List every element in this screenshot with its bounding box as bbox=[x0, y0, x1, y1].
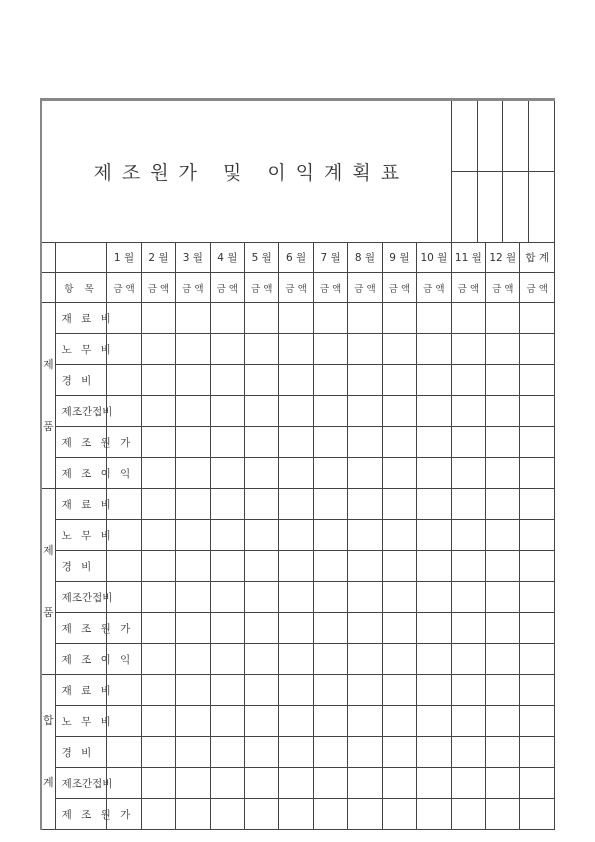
table-row bbox=[41, 799, 555, 830]
item-label: 재 료 비 bbox=[55, 303, 107, 334]
amount-cell[interactable] bbox=[244, 396, 278, 427]
amount-cell[interactable] bbox=[313, 489, 347, 520]
amount-cell[interactable] bbox=[520, 706, 555, 737]
month-header: 7 월 bbox=[313, 243, 347, 273]
amount-cell[interactable] bbox=[348, 458, 382, 489]
group-label bbox=[41, 675, 55, 830]
amount-cell[interactable] bbox=[244, 458, 278, 489]
approval-cell bbox=[452, 101, 478, 172]
amount-cell[interactable] bbox=[176, 644, 210, 675]
amount-cell[interactable] bbox=[520, 613, 555, 644]
table-row bbox=[41, 334, 555, 365]
amount-cell[interactable] bbox=[486, 644, 520, 675]
amount-cell[interactable] bbox=[141, 458, 175, 489]
amount-cell[interactable] bbox=[279, 582, 313, 613]
table-row bbox=[41, 489, 555, 520]
amount-cell[interactable] bbox=[451, 458, 485, 489]
amount-cell[interactable] bbox=[279, 737, 313, 768]
amount-cell[interactable] bbox=[348, 520, 382, 551]
amount-cell[interactable] bbox=[141, 675, 175, 706]
amount-cell[interactable] bbox=[244, 768, 278, 799]
amount-cell[interactable] bbox=[313, 334, 347, 365]
amount-cell[interactable] bbox=[244, 613, 278, 644]
amount-cell[interactable] bbox=[451, 334, 485, 365]
amount-header: 금 액 bbox=[417, 273, 452, 303]
amount-cell[interactable] bbox=[348, 737, 382, 768]
amount-cell[interactable] bbox=[313, 458, 347, 489]
amount-cell[interactable] bbox=[520, 768, 555, 799]
item-label: 제 조 원 가 bbox=[55, 613, 107, 644]
amount-cell[interactable] bbox=[382, 427, 416, 458]
amount-cell[interactable] bbox=[486, 489, 520, 520]
title-row bbox=[41, 100, 555, 243]
amount-cell[interactable] bbox=[176, 582, 210, 613]
amount-cell[interactable] bbox=[279, 644, 313, 675]
amount-cell[interactable] bbox=[141, 303, 175, 334]
group-label-char: 품 bbox=[43, 419, 54, 433]
amount-cell[interactable] bbox=[313, 675, 347, 706]
amount-header: 금 액 bbox=[348, 273, 382, 303]
amount-cell[interactable] bbox=[313, 799, 347, 830]
amount-cell[interactable] bbox=[141, 396, 175, 427]
amount-cell[interactable] bbox=[486, 458, 520, 489]
amount-cell[interactable] bbox=[176, 334, 210, 365]
amount-cell[interactable] bbox=[417, 427, 452, 458]
amount-cell[interactable] bbox=[210, 582, 244, 613]
amount-cell[interactable] bbox=[486, 551, 520, 582]
amount-header: 금 액 bbox=[176, 273, 210, 303]
amount-cell[interactable] bbox=[279, 427, 313, 458]
amount-cell[interactable] bbox=[486, 334, 520, 365]
amount-cell[interactable] bbox=[210, 799, 244, 830]
amount-cell[interactable] bbox=[279, 675, 313, 706]
amount-cell[interactable] bbox=[107, 365, 141, 396]
amount-cell[interactable] bbox=[176, 706, 210, 737]
table-row bbox=[41, 396, 555, 427]
amount-cell[interactable] bbox=[176, 427, 210, 458]
amount-cell[interactable] bbox=[348, 644, 382, 675]
amount-cell[interactable] bbox=[244, 675, 278, 706]
amount-cell[interactable] bbox=[141, 706, 175, 737]
item-label: 재 료 비 bbox=[55, 675, 107, 706]
amount-cell[interactable] bbox=[451, 396, 485, 427]
approval-cell bbox=[477, 172, 503, 243]
amount-cell[interactable] bbox=[451, 427, 485, 458]
month-header: 4 월 bbox=[210, 243, 244, 273]
sub-header-row bbox=[41, 273, 555, 303]
amount-cell[interactable] bbox=[141, 613, 175, 644]
group-label bbox=[41, 303, 55, 489]
amount-cell[interactable] bbox=[210, 396, 244, 427]
amount-cell[interactable] bbox=[486, 613, 520, 644]
amount-cell[interactable] bbox=[520, 551, 555, 582]
amount-cell[interactable] bbox=[279, 489, 313, 520]
month-header: 10 월 bbox=[417, 243, 452, 273]
item-label: 제조간접비 bbox=[55, 768, 107, 799]
amount-cell[interactable] bbox=[348, 613, 382, 644]
amount-cell[interactable] bbox=[176, 768, 210, 799]
amount-cell[interactable] bbox=[313, 520, 347, 551]
amount-cell[interactable] bbox=[141, 768, 175, 799]
amount-cell[interactable] bbox=[348, 365, 382, 396]
amount-cell[interactable] bbox=[520, 520, 555, 551]
amount-cell[interactable] bbox=[141, 427, 175, 458]
amount-cell[interactable] bbox=[210, 644, 244, 675]
amount-cell[interactable] bbox=[244, 706, 278, 737]
amount-cell[interactable] bbox=[313, 768, 347, 799]
month-header: 3 월 bbox=[176, 243, 210, 273]
amount-cell[interactable] bbox=[313, 706, 347, 737]
amount-cell[interactable] bbox=[141, 334, 175, 365]
amount-cell[interactable] bbox=[417, 644, 452, 675]
amount-cell[interactable] bbox=[382, 768, 416, 799]
table-row bbox=[41, 768, 555, 799]
amount-cell[interactable] bbox=[520, 582, 555, 613]
amount-cell[interactable] bbox=[382, 365, 416, 396]
amount-cell[interactable] bbox=[451, 551, 485, 582]
approval-cell bbox=[528, 172, 554, 243]
amount-cell[interactable] bbox=[348, 427, 382, 458]
amount-cell[interactable] bbox=[176, 365, 210, 396]
amount-cell[interactable] bbox=[141, 551, 175, 582]
amount-cell[interactable] bbox=[141, 489, 175, 520]
amount-cell[interactable] bbox=[417, 334, 452, 365]
amount-cell[interactable] bbox=[520, 799, 555, 830]
amount-cell[interactable] bbox=[451, 303, 485, 334]
month-header: 2 월 bbox=[141, 243, 175, 273]
item-label: 노 무 비 bbox=[55, 706, 107, 737]
amount-cell[interactable] bbox=[210, 427, 244, 458]
table-row bbox=[41, 582, 555, 613]
header-blank bbox=[41, 243, 55, 273]
amount-cell[interactable] bbox=[348, 768, 382, 799]
amount-cell[interactable] bbox=[279, 551, 313, 582]
amount-cell[interactable] bbox=[176, 551, 210, 582]
amount-cell[interactable] bbox=[141, 520, 175, 551]
amount-cell[interactable] bbox=[451, 768, 485, 799]
group-label bbox=[41, 489, 55, 675]
table-row bbox=[41, 551, 555, 582]
amount-cell[interactable] bbox=[486, 520, 520, 551]
amount-cell[interactable] bbox=[210, 458, 244, 489]
amount-cell[interactable] bbox=[107, 737, 141, 768]
amount-cell[interactable] bbox=[348, 303, 382, 334]
amount-header: 금 액 bbox=[210, 273, 244, 303]
amount-header: 금 액 bbox=[451, 273, 485, 303]
amount-cell[interactable] bbox=[244, 520, 278, 551]
table-row bbox=[41, 427, 555, 458]
amount-cell[interactable] bbox=[279, 768, 313, 799]
table-row bbox=[41, 520, 555, 551]
amount-header: 금 액 bbox=[141, 273, 175, 303]
amount-cell[interactable] bbox=[210, 613, 244, 644]
amount-cell[interactable] bbox=[210, 365, 244, 396]
amount-cell[interactable] bbox=[176, 458, 210, 489]
amount-cell[interactable] bbox=[417, 365, 452, 396]
amount-cell[interactable] bbox=[348, 489, 382, 520]
amount-cell[interactable] bbox=[417, 582, 452, 613]
amount-cell[interactable] bbox=[417, 675, 452, 706]
amount-cell[interactable] bbox=[313, 396, 347, 427]
amount-cell[interactable] bbox=[382, 799, 416, 830]
amount-cell[interactable] bbox=[313, 613, 347, 644]
amount-cell[interactable] bbox=[486, 675, 520, 706]
group-label-char: 합 bbox=[43, 714, 54, 727]
amount-cell[interactable] bbox=[313, 427, 347, 458]
amount-cell[interactable] bbox=[176, 489, 210, 520]
amount-cell[interactable] bbox=[486, 768, 520, 799]
approval-cell bbox=[503, 172, 529, 243]
amount-cell[interactable] bbox=[244, 334, 278, 365]
amount-cell[interactable] bbox=[486, 427, 520, 458]
amount-cell[interactable] bbox=[417, 737, 452, 768]
amount-cell[interactable] bbox=[382, 458, 416, 489]
amount-cell[interactable] bbox=[141, 799, 175, 830]
month-header: 8 월 bbox=[348, 243, 382, 273]
amount-cell[interactable] bbox=[313, 365, 347, 396]
table-row bbox=[41, 365, 555, 396]
amount-cell[interactable] bbox=[417, 520, 452, 551]
approval-cell bbox=[528, 101, 554, 172]
amount-cell[interactable] bbox=[348, 551, 382, 582]
amount-cell[interactable] bbox=[451, 582, 485, 613]
document-page bbox=[40, 98, 555, 830]
group-label-char: 제 bbox=[43, 357, 54, 371]
month-header: 5 월 bbox=[244, 243, 278, 273]
amount-cell[interactable] bbox=[176, 303, 210, 334]
item-label: 제 조 이 익 bbox=[55, 458, 107, 489]
amount-cell[interactable] bbox=[382, 706, 416, 737]
item-label: 노 무 비 bbox=[55, 520, 107, 551]
amount-cell[interactable] bbox=[382, 334, 416, 365]
approval-cell bbox=[452, 172, 478, 243]
amount-cell[interactable] bbox=[382, 520, 416, 551]
amount-cell[interactable] bbox=[210, 737, 244, 768]
amount-cell[interactable] bbox=[244, 427, 278, 458]
amount-cell[interactable] bbox=[176, 396, 210, 427]
amount-cell[interactable] bbox=[141, 644, 175, 675]
amount-cell[interactable] bbox=[520, 396, 555, 427]
item-label: 경 비 bbox=[55, 551, 107, 582]
table-row bbox=[41, 303, 555, 334]
amount-cell[interactable] bbox=[417, 489, 452, 520]
group-label-char: 제 bbox=[43, 543, 54, 557]
amount-cell[interactable] bbox=[279, 520, 313, 551]
amount-cell[interactable] bbox=[382, 613, 416, 644]
amount-cell[interactable] bbox=[348, 582, 382, 613]
amount-cell[interactable] bbox=[417, 551, 452, 582]
amount-cell[interactable] bbox=[176, 799, 210, 830]
amount-cell[interactable] bbox=[141, 582, 175, 613]
amount-cell[interactable] bbox=[486, 706, 520, 737]
amount-cell[interactable] bbox=[279, 396, 313, 427]
group-label-char: 계 bbox=[43, 776, 54, 789]
amount-cell[interactable] bbox=[486, 799, 520, 830]
cost-profit-plan-table bbox=[40, 98, 555, 830]
table-row bbox=[41, 675, 555, 706]
amount-cell[interactable] bbox=[244, 489, 278, 520]
amount-cell[interactable] bbox=[486, 303, 520, 334]
amount-cell[interactable] bbox=[244, 799, 278, 830]
month-header: 12 월 bbox=[486, 243, 520, 273]
amount-cell[interactable] bbox=[486, 582, 520, 613]
amount-cell[interactable] bbox=[176, 675, 210, 706]
amount-cell[interactable] bbox=[141, 365, 175, 396]
amount-cell[interactable] bbox=[348, 706, 382, 737]
approval-cell bbox=[503, 101, 529, 172]
amount-cell[interactable] bbox=[107, 551, 141, 582]
month-header: 1 월 bbox=[107, 243, 141, 273]
amount-cell[interactable] bbox=[210, 303, 244, 334]
amount-cell[interactable] bbox=[382, 551, 416, 582]
amount-cell[interactable] bbox=[279, 303, 313, 334]
amount-cell[interactable] bbox=[313, 551, 347, 582]
amount-cell[interactable] bbox=[313, 303, 347, 334]
table-row bbox=[41, 737, 555, 768]
amount-cell[interactable] bbox=[210, 520, 244, 551]
amount-cell[interactable] bbox=[279, 613, 313, 644]
item-label: 제 조 이 익 bbox=[55, 644, 107, 675]
amount-cell[interactable] bbox=[348, 334, 382, 365]
amount-cell[interactable] bbox=[176, 613, 210, 644]
amount-cell[interactable] bbox=[486, 737, 520, 768]
amount-cell[interactable] bbox=[244, 644, 278, 675]
amount-cell[interactable] bbox=[141, 737, 175, 768]
amount-cell[interactable] bbox=[382, 303, 416, 334]
amount-header: 금 액 bbox=[107, 273, 141, 303]
amount-cell[interactable] bbox=[382, 489, 416, 520]
amount-cell[interactable] bbox=[520, 737, 555, 768]
amount-cell[interactable] bbox=[451, 489, 485, 520]
amount-cell[interactable] bbox=[451, 675, 485, 706]
amount-header: 금 액 bbox=[382, 273, 416, 303]
amount-cell[interactable] bbox=[417, 458, 452, 489]
amount-cell[interactable] bbox=[486, 396, 520, 427]
amount-cell[interactable] bbox=[520, 458, 555, 489]
amount-cell[interactable] bbox=[520, 675, 555, 706]
amount-cell[interactable] bbox=[382, 582, 416, 613]
amount-cell[interactable] bbox=[210, 334, 244, 365]
amount-cell[interactable] bbox=[348, 675, 382, 706]
item-label: 제조간접비 bbox=[55, 582, 107, 613]
amount-header: 금 액 bbox=[279, 273, 313, 303]
amount-cell[interactable] bbox=[417, 303, 452, 334]
amount-cell[interactable] bbox=[520, 303, 555, 334]
amount-cell[interactable] bbox=[382, 675, 416, 706]
amount-cell[interactable] bbox=[313, 737, 347, 768]
page-title: 제조원가 및 이익계획표 bbox=[41, 100, 451, 243]
amount-cell[interactable] bbox=[176, 520, 210, 551]
month-header: 6 월 bbox=[279, 243, 313, 273]
approval-area bbox=[451, 100, 554, 243]
item-label: 노 무 비 bbox=[55, 334, 107, 365]
amount-header: 금 액 bbox=[244, 273, 278, 303]
table-row bbox=[41, 644, 555, 675]
amount-cell[interactable] bbox=[348, 799, 382, 830]
amount-cell[interactable] bbox=[451, 737, 485, 768]
amount-cell[interactable] bbox=[417, 706, 452, 737]
item-label: 제 조 원 가 bbox=[55, 799, 107, 830]
month-header: 9 월 bbox=[382, 243, 416, 273]
amount-cell[interactable] bbox=[520, 489, 555, 520]
amount-cell[interactable] bbox=[451, 520, 485, 551]
amount-cell[interactable] bbox=[279, 334, 313, 365]
month-header: 11 월 bbox=[451, 243, 485, 273]
item-header: 항 목 bbox=[55, 273, 107, 303]
amount-cell[interactable] bbox=[486, 365, 520, 396]
amount-cell[interactable] bbox=[417, 768, 452, 799]
amount-header: 금 액 bbox=[520, 273, 555, 303]
total-header: 합 계 bbox=[520, 243, 555, 273]
item-label: 재 료 비 bbox=[55, 489, 107, 520]
amount-cell[interactable] bbox=[382, 396, 416, 427]
amount-cell[interactable] bbox=[244, 303, 278, 334]
amount-cell[interactable] bbox=[382, 737, 416, 768]
amount-cell[interactable] bbox=[451, 365, 485, 396]
amount-cell[interactable] bbox=[210, 551, 244, 582]
amount-cell[interactable] bbox=[210, 706, 244, 737]
amount-cell[interactable] bbox=[279, 799, 313, 830]
approval-grid bbox=[452, 101, 554, 242]
item-label: 경 비 bbox=[55, 737, 107, 768]
amount-cell[interactable] bbox=[244, 737, 278, 768]
header-blank bbox=[55, 243, 107, 273]
item-label: 제 조 원 가 bbox=[55, 427, 107, 458]
amount-cell[interactable] bbox=[451, 799, 485, 830]
table-row bbox=[41, 613, 555, 644]
approval-cell bbox=[477, 101, 503, 172]
amount-cell[interactable] bbox=[279, 365, 313, 396]
amount-cell[interactable] bbox=[313, 644, 347, 675]
amount-cell[interactable] bbox=[451, 644, 485, 675]
amount-cell[interactable] bbox=[417, 613, 452, 644]
amount-cell[interactable] bbox=[520, 644, 555, 675]
sub-header-blank bbox=[41, 273, 55, 303]
amount-cell[interactable] bbox=[451, 706, 485, 737]
amount-cell[interactable] bbox=[417, 396, 452, 427]
amount-cell[interactable] bbox=[520, 334, 555, 365]
amount-cell[interactable] bbox=[382, 644, 416, 675]
amount-cell[interactable] bbox=[210, 768, 244, 799]
item-label: 경 비 bbox=[55, 365, 107, 396]
amount-cell[interactable] bbox=[279, 706, 313, 737]
amount-cell[interactable] bbox=[244, 551, 278, 582]
amount-cell[interactable] bbox=[313, 582, 347, 613]
amount-cell[interactable] bbox=[520, 427, 555, 458]
amount-cell[interactable] bbox=[176, 737, 210, 768]
amount-header: 금 액 bbox=[313, 273, 347, 303]
amount-cell[interactable] bbox=[451, 613, 485, 644]
amount-cell[interactable] bbox=[417, 799, 452, 830]
amount-cell[interactable] bbox=[520, 365, 555, 396]
item-label: 제조간접비 bbox=[55, 396, 107, 427]
month-header-row bbox=[41, 243, 555, 273]
amount-cell[interactable] bbox=[244, 365, 278, 396]
amount-cell[interactable] bbox=[279, 458, 313, 489]
table-row bbox=[41, 458, 555, 489]
amount-header: 금 액 bbox=[486, 273, 520, 303]
group-label-char: 품 bbox=[43, 605, 54, 619]
amount-cell[interactable] bbox=[348, 396, 382, 427]
amount-cell[interactable] bbox=[244, 582, 278, 613]
amount-cell[interactable] bbox=[210, 675, 244, 706]
amount-cell[interactable] bbox=[210, 489, 244, 520]
table-row bbox=[41, 706, 555, 737]
